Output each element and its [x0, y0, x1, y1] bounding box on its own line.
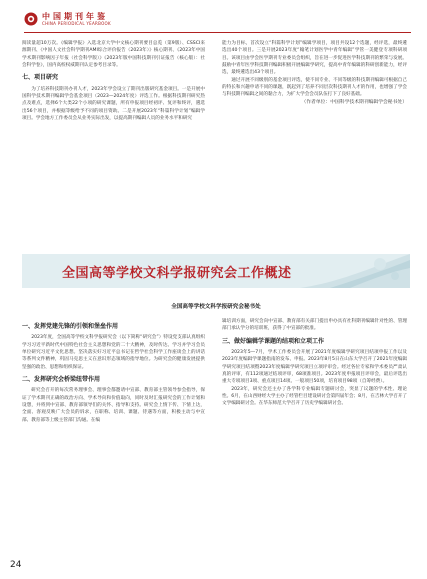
section-heading: 七、项目研究: [22, 74, 59, 82]
paragraph: 2023年5—7月，学术工作委员会开展了2021年度编辑学研究项目结项申报工作以及2023年度编辑学课题指南的发布、申报。2023年8月5日在山东大学召开了2021年度编辑学研究项目结项暨2023年度编辑学研究项目立项评审会。经过各位专家和学术委员严肃认真的评审，有112项通过结项评审，68项准项目。2023年度申报项目评审会，最后评选出重大专项项目3项、重点项目14项、一般项目50项，培育项目98项（自筹经费）。: [222, 350, 407, 385]
bottom-left-column: [22, 318, 205, 424]
top-right-column: [222, 40, 407, 106]
bottom-right-column: [222, 318, 407, 408]
yearbook-logo-icon: [24, 12, 38, 26]
yearbook-title-cn: 中国期刊年鉴: [42, 12, 108, 21]
page-number: 24: [10, 560, 22, 570]
article-title-banner: [22, 254, 410, 288]
paragraph: 2023年度，全国高等学校文科学报研究会（以下简称“研究会”）特设党支部认真组织学习习近平新时代中国特色社会主义思想和党的二十大精神，及时传达、学习并学习会员单位研究习近平文化思想。坚决落实好习近平总书记在哲学社会科学工作座谈会上的讲话等系列文件精神，巩固马克思主义在意识形态领域的指导地位。为研究会的健康发展提供坚强的政治、思想和组织保证。: [22, 335, 205, 370]
section-heading: 三、做好编辑学课题的结项和立项工作: [222, 337, 325, 345]
paragraph: 2023年，研究会还主办了各学科专业编辑专题研讨会，突显了议题的学术性、理论性。6月，在山西财经大学主办了经管栏目建设研讨会第四届年会；8月，在吉林大学召开了文学编辑研讨会。在华东师范大学召开了历史学编辑研讨会。: [222, 386, 408, 407]
paragraph: 为了培养科技期刊办刊人才，2023年学会设立了期刊出版研究基金项目。一是开展中国科学技术期刊编辑学会基金项目（2023—2024年度）评选工作。根据科技期刊研究热点及难点，选择6个大类22个小项的研究课题，所有申报项目经初评、复评和终评，遴选出56个项目，并根据等级给予不同的项目资助。二是开展2023年“科篇科学计划”编辑学项目。学会地方工作委员会从业务实际出发，以提高期刊编辑人员的业务水平和研究: [22, 86, 205, 122]
yearbook-title-en: CHINA PERIODICAL YEARBOOK: [42, 21, 111, 26]
article-title: 全国高等学校文科学报研究会工作概述: [62, 266, 292, 281]
section-heading: 二、发挥研究会桥梁纽带作用: [22, 376, 101, 384]
article-byline: 全国高等学校文科学报研究会秘书处: [171, 304, 261, 310]
author-affiliation: （作者单位：中国科学技术期刊编辑学会秘书处）: [301, 99, 407, 105]
paragraph: 能力为目标，首次设立“科篇科学计划”编辑学项目，项目共设12个选题，经评选，最终遴选出40个项目。三是开展2023年度“翰笔计划医学中青年编辑”学管一美健登专项科研项目。该项目由学会医学期刊专业委员会组织，旨在进一步促进医学科技期刊的繁荣与发展。鼓励中青年医学科技期刊编辑积极开展编辑学研究，提高中青年编辑的科研创新能力，经评选，最终遴选出43个项目。: [222, 41, 407, 76]
section-heading: 一、发挥党建先锋的引领和堡垒作用: [22, 323, 119, 330]
page-header: [16, 10, 411, 34]
header-divider: [24, 32, 411, 33]
paragraph: 阅读量超10万次。《编辑学报》入选北京大学中文核心期刊要目总览（第9版）、CSSCI来源期刊、《中国人文社会科学期刊AMI综合评价报告（2023年）》核心期刊、《2023年中国学术期刊影响因子年报（社会科学版）》《2023年版中国科技期刊引证报告（核心版）：社会科学卷》，国内高校权威期刊认定参考目录等。: [22, 41, 205, 69]
paragraph: 通过开展不同级别的基金项目评选，使不同专业、不同等级的科技期刊编辑可根据自己的特长和兴趣申请不同的课题，既起到了培养不同层次科技期刊人才的作用，也增强了学会与科技期刊编辑之间的黏合力，为扩大学会会员队伍打下了良好基础。: [222, 77, 407, 98]
top-left-column: [22, 40, 205, 122]
paragraph: 辑培训方面，研究会向中宣部、教育部有关部门提出申办具有社科期刊编辑针对性的、管理部门承认学分的培训班，获得了中宣部的批准。: [222, 319, 407, 332]
paragraph: 研究会召开的每次常务理事会、理事会都邀请中宣部、教育部主管领导参会指导，保证了学术期刊正确的政治方向、学术导向和价值取向，同时及时汇报研究会的工作计划和设想，并将到中宣部、教育部领导们的关怀、指导和支持。研究会上情下传、下情上达，全面、客观反映广大会员的诉求，在职称、培训、课题、待遇等方面，积极主动与中宣部、教育部等上级主管部门沟通。在编: [22, 388, 205, 423]
